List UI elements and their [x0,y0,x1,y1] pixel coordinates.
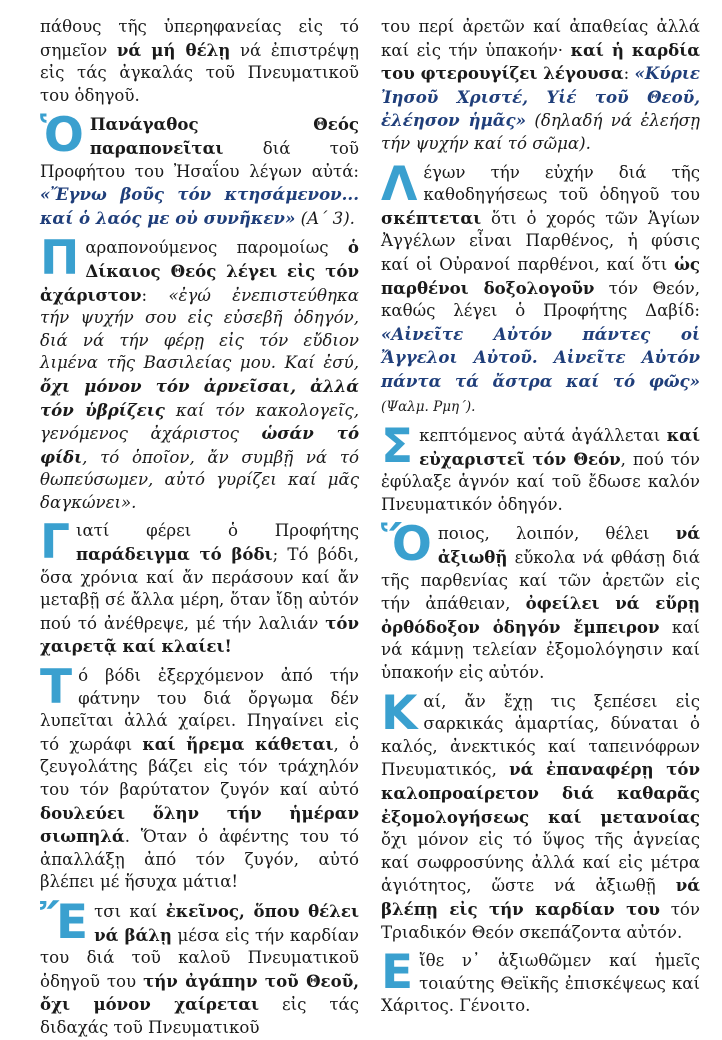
scripture-quote: «Ἔγνω βοῦς τόν κτησάμενον... καί ὁ λαός με οὐ συνῆκεν» [40,184,359,228]
paragraph [40,16,359,107]
text-run: αί, ἄν ἔχῃ τις ξεπέσει εἰς σαρκικάς ἁμαρτίας, δύναται ὁ καλός, ἀνεκτικός καί ταπεινόφρων Πνευματικός, [381,691,700,780]
paragraph [40,894,359,1040]
drop-cap: Ὅ [381,517,432,573]
text-run: αραπονούμενος παρομοίως [85,238,348,258]
text-run: : [141,285,169,305]
text-run: εὔκολα νά φθάσῃ διά τῆς παρθενίας καί τῶν ἀρετῶν εἰς τήν ἀπάθειαν, [381,548,700,614]
paragraph [381,945,700,1018]
psalm-quote: «Αἰνεῖτε Αὐτόν πάντες οἱ Ἄγγελοι Αὐτοῦ. Αἰνεῖτε Αὐτόν πάντα τά ἄστρα καί τό φῶς» [381,323,700,391]
right-column [381,16,701,1016]
italic-run: (δηλαδή νά ἐλεήσῃ τήν ψυχήν καί τό σῶμα). [381,111,700,153]
bold-run: παράδειγμα τό βόδι [75,544,273,565]
bold-italic-run: ὡσάν τό φίδι [40,423,360,467]
bold-run: καί ἡ καρδία του φτερουγίζει λέγουσα [381,39,701,84]
paragraph [40,515,359,659]
text-run: μέσα εἰς τήν καρδίαν του διά τοῦ καλοῦ Πνευματικοῦ ὁδηγοῦ του [40,925,359,991]
text-run: του περί ἀρετῶν καί ἀπαθείας ἀλλά καί εἰς τήν ὑπακοήν· [381,17,700,60]
drop-cap: Λ [381,156,418,212]
paragraph [40,108,359,230]
italic-run: «ἐγώ ἐνεπιστεύθηκα τήν ψυχήν σου εἰς εὐσεβῆ ὁδηγόν, διά νά τήν φέρῃ εἰς τόν εὔδιον λιμένα τῆς Βασιλείας μου. Καί ἐσύ, [40,285,359,373]
text-run: ποιος, λοιπόν, θέλει [437,524,676,544]
bold-run: Πανάγαθος Θεός παραπονεῖται [89,114,359,158]
paragraph [381,419,700,516]
text-run: νά ἐπιστρέψῃ εἰς τάς ἀγκαλάς τοῦ Πνευματικοῦ του ὁδηγοῦ. [40,40,359,105]
text-run: κεπτόμενος αὐτά ἀγάλλεται [419,426,667,446]
citation: (Ψαλμ. Ρμη΄). [381,398,476,415]
paragraph [40,231,360,514]
text-run: τόν Τριαδικόν Θεόν σκεπάζοντα αὐτόν. [381,899,700,942]
text-run: ὄχι μόνον εἰς τό ὕψος τῆς ἁγνείας καί σωφροσύνης ἀλλά καί εἰς μέτρα ἁγιότητος, ὥστε νά ἀξιωθῇ [381,830,700,896]
drop-cap: Γ [40,515,70,571]
text-run: καί νά κάμνῃ τελείαν ἐξομολόγησιν καί ὑπακοήν εἰς αὐτόν. [381,617,701,683]
paragraph [40,660,359,894]
paragraph [381,685,700,945]
text-run: έγων τήν εὐχήν διά τῆς καθοδηγήσεως τοῦ ὁδηγοῦ του [423,162,700,205]
bold-run: ὁ Δίκαιος Θεός λέγει εἰς τόν ἀχάριστον [40,237,359,305]
left-column [40,16,360,1037]
bold-run: καί εὐχαριστεῖ τόν Θεόν [419,425,700,469]
bold-run: νά μή θέλῃ [116,39,231,60]
drop-cap: Ἔ [40,894,89,950]
text-run: τόν Θεόν, καθώς λέγει ὁ Προφήτης Δαβίδ: [381,278,700,321]
drop-cap: Π [40,231,80,287]
text-run: : [623,64,635,84]
text-run: ὅτι ὁ χορός τῶν Ἁγίων Ἀγγέλων εἶναι Παρθένος, ἡ φύσις καί οἱ Οὐρανοί παρθένοι, καί ὅτι [381,208,700,274]
text-run: ; Τό βόδι, ὅσα χρόνια καί ἄν περάσουν καί ἄν μεταβῇ σέ ἄλλα μέρη, ὅταν ἴδῃ αὐτόν πού τό ἀνέθρεψε, μέ τήν λαλιάν [40,545,359,633]
drop-cap: Κ [381,685,418,741]
drop-cap: Ὁ [40,108,84,164]
text-run: , πού τόν ἐφύλαξε ἁγνόν καί τοῦ ἔδωσε καλόν Πνευματικόν ὁδηγόν. [381,449,700,514]
drop-cap: Ε [381,945,414,1001]
bold-run: νά βλέπῃ εἰς τήν καρδίαν του [381,875,700,919]
bold-run: ἐκεῖνος, ὅπου θέλει νά βάλῃ [94,900,359,945]
drop-cap: Τ [40,660,73,716]
text-run: τσι καί [94,901,166,921]
text-run: , ὁ ζευγολάτης βάζει εἰς τόν τράχηλόν του τόν βαρύτατον ζυγόν καί αὐτό [40,734,359,799]
text-run: . Ὅταν ὁ ἀφέντης του τό ἀπαλλάξῃ ἀπό τόν ζυγόν, αὐτό βλέπει μέ ἥσυχα μάτια! [40,827,359,892]
text-run: (Α΄ 3). [295,208,355,228]
text-run: πάθους τῆς ὑπερηφανείας εἰς τό σημεῖον [40,17,359,60]
paragraph [381,156,700,419]
bold-run: καί ἥρεμα κάθεται [142,733,334,754]
bold-run: νά ἐπαναφέρῃ τόν καλοπροαίρετον διά καθαρᾶς ἐξομολογήσεως καί μετανοίας [381,759,700,827]
bold-run: ὡς παρθένοι δοξολογοῦν [381,253,700,298]
text-run: ό βόδι ἐξερχόμενον ἀπό τήν φάτνην του διά ὄργωμα δέν λυπεῖται ἀλλά χαίρει. Πηγαίνει εἰς τό χωράφι [40,666,359,754]
bold-run: δουλεύει ὅλην τήν ἡμέραν σιωπηλά [40,802,359,847]
text-run: ιατί φέρει ὁ Προφήτης [75,521,359,541]
text-run: διά τοῦ Προφήτου του Ἠσαΐου λέγων αὐτά: [40,138,359,181]
text-run: εἰς τάς διδαχάς τοῦ Πνευματικοῦ [40,995,359,1037]
bold-run: ὀφείλει νά εὕρῃ ὀρθόδοξον ὁδηγόν ἔμπειρον [381,593,700,637]
prayer-quote: «Κύριε Ἰησοῦ Χριστέ, Υἱέ τοῦ Θεοῦ, ἐλέησον ἡμᾶς» [381,63,700,131]
bold-run: νά ἀξιωθῇ [437,523,700,568]
bold-italic-run: ὄχι μόνον τόν ἀρνεῖσαι, ἀλλά τόν ὑβρίζεις [40,375,359,420]
paragraph [381,517,701,684]
bold-run: τήν ἀγάπην τοῦ Θεοῦ, ὄχι μόνον χαίρεται [40,970,359,1015]
italic-run: καί τόν κακολογεῖς, γενόμενος ἀχάριστος [40,400,359,444]
bold-run: σκέπτεται [381,207,482,228]
italic-run: , τό ὁποῖον, ἄν συμβῇ νά τό θωπεύσωμεν, αὐτό γυρίζει καί μᾶς δαγκώνει». [40,447,359,512]
bold-run: τόν χαιρετᾷ καί κλαίει! [40,612,359,657]
drop-cap: Σ [381,419,414,475]
text-run: ἴθε ν᾽ ἀξιωθῶμεν καί ἡμεῖς τοιαύτης Θεϊκῆς ἐπισκέψεως καί Χάριτος. Γένοιτο. [381,951,700,1016]
paragraph [381,16,700,156]
